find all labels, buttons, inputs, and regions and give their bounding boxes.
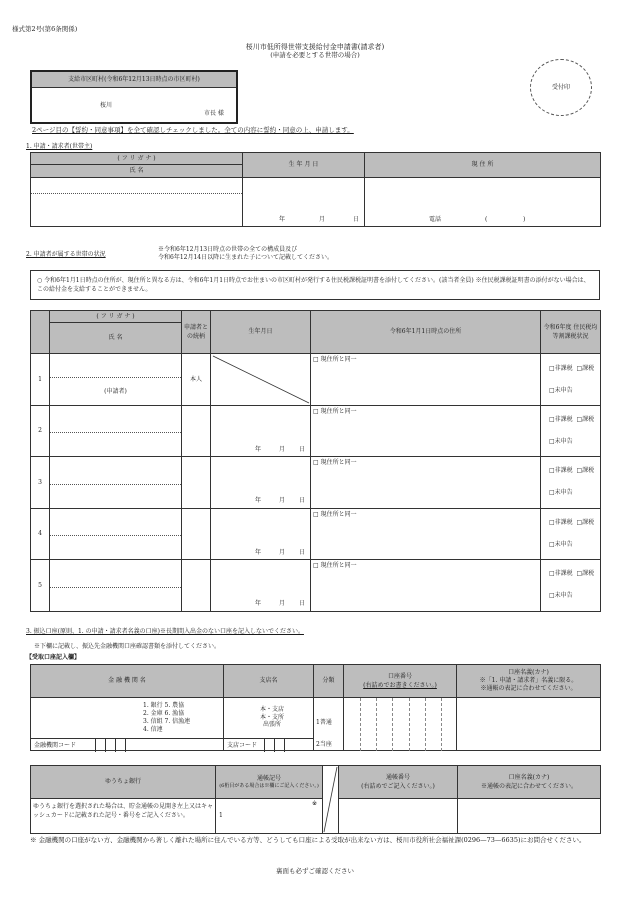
member-address-cell[interactable]: □ 現住所と同一 [311, 560, 541, 612]
tax-nontax-option[interactable]: □非課税 [549, 364, 573, 372]
notice-box [30, 270, 600, 300]
account-holder-header: 口座名義(カナ) ※「1. 申請・請求者」名義に限る。 ※通帳の表記に合わせてください。 [457, 665, 601, 698]
section2-note2: 令和6年12月14日以降に生まれた子について記載してください。 [158, 254, 333, 261]
member-address-cell[interactable]: □ 現住所と同一 [311, 457, 541, 509]
branch-code-boxes[interactable] [264, 739, 294, 752]
tax-unfiled-option[interactable]: □未申告 [549, 592, 573, 600]
notice-text: ○ 令和6年1月1日時点の住所が、現住所と異なる方は、令和6年1月1日時点でお住まいの市区町村が発行する住民税課税証明書を添付してください。(該当者全員) ※住民税課税証明書の添付がない場合は、この給付金を支給することができません。 [37, 277, 590, 293]
bank-table [30, 664, 601, 751]
slash-mark [323, 766, 339, 833]
household-row [30, 353, 601, 406]
row-number: 1 [31, 354, 50, 406]
passbook-number-header: 通帳番号 (右詰めでご記入ください。) [339, 766, 458, 799]
branch-header: 支店名 [224, 665, 314, 698]
tax-status-cell[interactable] [541, 354, 601, 406]
code-digit-box[interactable] [105, 739, 115, 752]
tax-unfiled-option[interactable]: □未申告 [549, 540, 573, 548]
bank-type-option[interactable]: 4. 信連 [143, 726, 163, 733]
birth-month-label: 月 [279, 445, 286, 453]
account-number-cell[interactable] [344, 698, 457, 751]
bank-type-option[interactable]: 3. 信組 7. 信漁連 [143, 718, 191, 725]
section1-heading: 1. 申請・請求者(世帯主) [26, 143, 93, 150]
bank-code-label: 金融機関コード [34, 742, 77, 749]
section3-note: ※下欄に記載し、振込先金融機関口座確認書類を添付してください。 [34, 643, 221, 650]
digit-divider [392, 698, 393, 751]
tax-unfiled-option[interactable]: □未申告 [549, 437, 573, 445]
municipality-box [30, 70, 238, 124]
digit-divider [409, 698, 410, 751]
footer-reminder: 裏面も必ずご確認ください [276, 867, 354, 875]
household-birth-header: 生年月日 [211, 311, 311, 354]
yucho-description: ゆうちょ銀行を選択された場合は、貯金通帳の見開き左上又はキャッシュカードに記載された記号・番号をご記入ください。 [31, 799, 216, 834]
row-number: 5 [31, 560, 50, 612]
tax-nontax-option[interactable]: □非課税 [549, 415, 573, 423]
tax-status-header: 令和6年度 住民税均等割課税状況 [541, 311, 601, 354]
relation-cell[interactable] [182, 560, 211, 612]
row-number: 3 [31, 457, 50, 509]
account-type-list [316, 712, 332, 756]
digit-divider [441, 698, 442, 751]
tax-nontax-option[interactable]: □非課税 [549, 570, 573, 578]
household-row [30, 508, 601, 561]
branch-type-option[interactable]: 本・支店 [260, 706, 285, 713]
row-number: 4 [31, 508, 50, 560]
member-birth-cell[interactable] [211, 508, 311, 560]
applicant-table [30, 152, 601, 227]
relation-cell[interactable] [182, 405, 211, 457]
account-subheading: 【受取口座記入欄】 [26, 654, 81, 661]
member-name-value: (申請者) [104, 388, 127, 396]
yucho-header: ゆうちょ銀行 [31, 766, 216, 799]
household-table [30, 310, 601, 354]
yucho-holder-header: 口座名義(カナ) ※通帳の表記に合わせてください。 [458, 766, 601, 799]
address-header: 現 住 所 [365, 153, 601, 178]
household-name-header: 氏 名 [50, 323, 182, 354]
row-number: 2 [31, 405, 50, 457]
type-header: 分類 [314, 665, 344, 698]
section2-note1: ※令和6年12月13日時点の世帯の全ての構成員及び [158, 246, 298, 253]
digit-divider [360, 698, 361, 751]
tax-unfiled-option[interactable]: □未申告 [549, 386, 573, 394]
account-type-cell[interactable] [314, 698, 344, 751]
birth-day-label: 日 [299, 548, 306, 556]
code-digit-box[interactable] [284, 739, 294, 752]
household-row [30, 405, 601, 458]
section3-heading: 3. 振込口座(原則、1. の申請・請求者名義の口座)※長期間入出金のない口座を記入しないでください。 [26, 628, 304, 635]
stamp-label: 受付印 [551, 84, 570, 91]
form-id: 様式第2号(第6条関係) [12, 25, 78, 33]
member-address-cell[interactable]: □ 現住所と同一 [311, 508, 541, 560]
member-name-value [50, 485, 181, 495]
household-row [30, 559, 601, 612]
branch-type-list [260, 706, 284, 729]
relation-header: 申請者との続柄 [182, 311, 211, 354]
yucho-table [30, 765, 601, 834]
branch-code-row [224, 738, 314, 752]
page-subtitle: (申請を必要とする世帯の場合) [270, 51, 360, 59]
tax-tax-option[interactable]: □課税 [576, 364, 595, 372]
passbook-number-cell[interactable] [339, 799, 458, 834]
member-name-value [50, 433, 181, 443]
tax-nontax-option[interactable]: □非課税 [549, 518, 573, 526]
birth-year-label: 年 [255, 600, 262, 607]
member-name-cell[interactable] [50, 560, 182, 612]
page-title: 桜川市低所得世帯支援給付金申請書(請求者) [245, 43, 385, 51]
applicant-address-cell[interactable]: 電話 ( ) [365, 178, 601, 227]
consent-text: 2ページ目の【誓約・同意事項】を全て確認しチェックしました。全ての内容に誓約・同意の上、申請します。 [32, 126, 354, 134]
member-name-cell[interactable] [50, 457, 182, 509]
relation-cell[interactable]: 本人 [182, 354, 211, 406]
account-holder-cell[interactable] [457, 698, 601, 751]
municipality-addressee: 市長 様 [204, 110, 224, 117]
birth-day-label: 日 [299, 497, 306, 504]
household-row [30, 456, 601, 509]
account-type-option[interactable]: 2当座 [316, 741, 332, 748]
tax-nontax-option[interactable]: □非課税 [549, 467, 573, 475]
bank-type-list [143, 702, 190, 734]
birth-month-label: 月 [279, 497, 286, 504]
member-address-cell[interactable]: □ 現住所と同一 [311, 354, 541, 406]
code-digit-box[interactable] [125, 739, 135, 752]
code-digit-box[interactable] [115, 739, 125, 752]
tax-tax-option[interactable]: □課税 [576, 415, 595, 423]
tax-status-cell[interactable] [541, 457, 601, 509]
section2-heading: 2. 申請者が属する世帯の状況 [26, 251, 106, 258]
digit-divider [376, 698, 377, 751]
digit-divider [425, 698, 426, 751]
birth-year-label: 年 [255, 497, 262, 504]
bank-name-cell[interactable] [31, 698, 224, 751]
member-name-value [50, 536, 181, 546]
footer-note: ※ 金融機関の口座がない方、金融機関から著しく離れた場所に住んでいる方等、どうしても口座による受取が出来ない方は、桜川市役所社会福祉課(0296—73—6635)にお問合せください。 [30, 836, 586, 844]
member-name-cell[interactable] [50, 354, 182, 406]
code-digit-box[interactable] [95, 739, 105, 752]
tax-tax-option[interactable]: □課税 [576, 467, 595, 475]
bank-name-header: 金 融 機 関 名 [31, 665, 224, 698]
member-birth-cell[interactable] [211, 457, 311, 509]
bank-code-row [31, 738, 224, 752]
household-furigana-header: ( フ リ ガ ナ ) [50, 311, 182, 323]
passbook-code-cell[interactable]: 1 ※ [216, 799, 323, 834]
member-birth-cell[interactable] [211, 405, 311, 457]
birth-year-label: 年 [255, 548, 262, 556]
member-birth-cell[interactable] [211, 560, 311, 612]
member-address-cell[interactable]: □ 現住所と同一 [311, 405, 541, 457]
birth-strike-mark [211, 354, 311, 405]
birth-header: 生 年 月 日 [243, 153, 365, 178]
reception-stamp [530, 59, 592, 116]
applicant-birth-cell[interactable]: 年 月 日 [243, 178, 365, 227]
birth-month-label: 月 [279, 600, 286, 607]
tax-tax-option[interactable]: □課税 [576, 570, 595, 578]
branch-cell[interactable] [224, 698, 314, 751]
furigana-header: ( フ リ ガ ナ ) [31, 153, 243, 165]
municipality-city[interactable]: 桜川 [100, 102, 113, 109]
birth-day-label: 日 [299, 600, 306, 607]
member-name-cell[interactable] [50, 508, 182, 560]
account-number-header: 口座番号 (右詰めでお書きください。) [344, 665, 457, 698]
passbook-code-header: 通帳記号 (6桁目がある場合は※欄にご記入ください。) [216, 766, 323, 799]
code-digit-box[interactable] [264, 739, 274, 752]
birth-month-label: 月 [279, 548, 286, 556]
bank-type-option[interactable]: 2. 金庫 6. 漁協 [143, 710, 185, 717]
household-address-header: 令和6年1月1日時点の住所 [311, 311, 541, 354]
yucho-holder-cell[interactable] [458, 799, 601, 834]
birth-day-label: 日 [299, 445, 306, 453]
tax-status-cell[interactable] [541, 405, 601, 457]
tax-status-cell[interactable] [541, 508, 601, 560]
municipality-header: 支給市区町村(令和6年12月13日時点の市区町村) [68, 76, 200, 83]
account-number-boxes [344, 698, 457, 751]
relation-cell[interactable] [182, 457, 211, 509]
branch-type-option[interactable]: 本・支所 [260, 713, 285, 721]
account-type-option[interactable]: 1普通 [316, 719, 332, 726]
applicant-name-cell[interactable] [31, 178, 243, 227]
bank-type-option[interactable]: 1. 銀行 5. 農協 [143, 702, 185, 709]
name-header: 氏 名 [31, 165, 243, 178]
birth-year-label: 年 [255, 445, 262, 453]
branch-type-option[interactable]: 出張所 [263, 721, 282, 728]
slash-cell [323, 766, 339, 834]
member-birth-cell[interactable] [211, 354, 311, 406]
tax-unfiled-option[interactable]: □未申告 [549, 489, 573, 497]
member-name-value [50, 588, 181, 598]
bank-code-boxes[interactable] [95, 739, 135, 752]
tax-tax-option[interactable]: □課税 [576, 518, 595, 526]
code-digit-box[interactable] [274, 739, 284, 752]
branch-code-label: 支店コード [227, 742, 258, 749]
relation-cell[interactable] [182, 508, 211, 560]
tax-status-cell[interactable] [541, 560, 601, 612]
member-name-cell[interactable] [50, 405, 182, 457]
